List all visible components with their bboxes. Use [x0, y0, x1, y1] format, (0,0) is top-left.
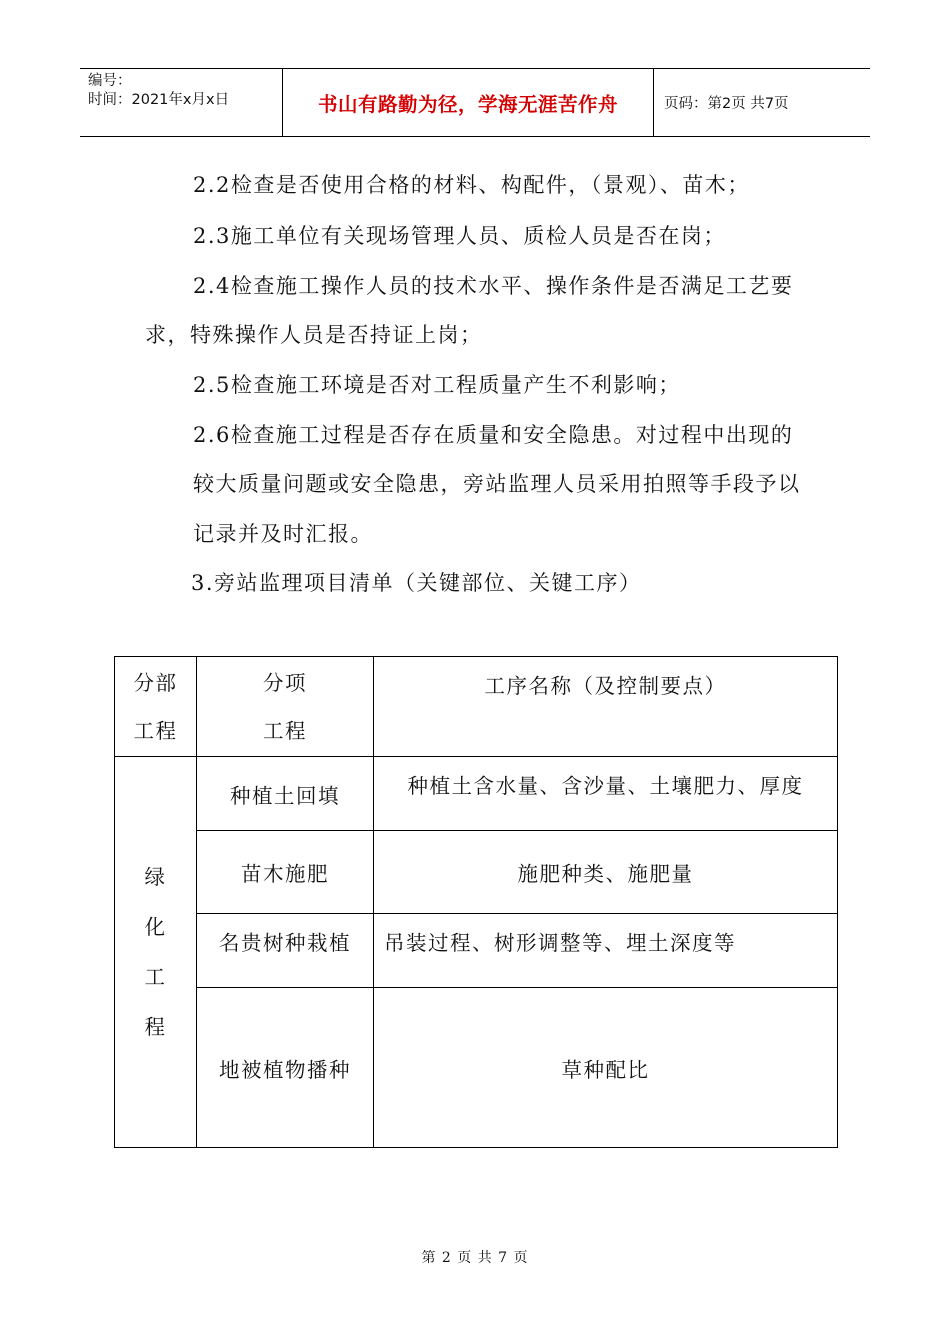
header-subitem-line2: 工程 — [263, 718, 307, 743]
subitem-cell: 种植土回填 — [197, 757, 374, 831]
table-row — [115, 831, 838, 914]
header-process: 工序名称（及控制要点） — [374, 657, 838, 757]
paragraph-2-5: 2.5检查施工环境是否对工程质量产生不利影响； — [193, 373, 681, 397]
paragraph-2-6-line2: 较大质量问题或安全隐患，旁站监理人员采用拍照等手段予以 — [193, 472, 801, 496]
division-char: 程 — [144, 1015, 167, 1039]
supervision-items-table — [114, 656, 838, 1148]
table-header-row — [115, 657, 838, 757]
page-header — [80, 68, 870, 137]
paragraph-2-4-line2: 求，特殊操作人员是否持证上岗； — [145, 323, 483, 347]
subitem-cell: 名贵树种栽植 — [197, 914, 374, 988]
header-motto: 书山有路勤为径，学海无涯苦作舟 — [283, 69, 654, 136]
header-division-line2: 工程 — [133, 718, 178, 743]
table-row — [115, 757, 838, 831]
table-row — [115, 988, 838, 1148]
page-footer: 第 2 页 共 7 页 — [421, 1250, 529, 1266]
process-cell: 施肥种类、施肥量 — [374, 831, 838, 914]
process-cell: 草种配比 — [374, 988, 838, 1148]
paragraph-2-4-line1: 2.4检查施工操作人员的技术水平、操作条件是否满足工艺要 — [193, 274, 794, 298]
section-3-heading: 3.旁站监理项目清单（关键部位、关键工序） — [191, 571, 642, 595]
division-char: 绿 — [144, 865, 167, 889]
paragraph-2-6-line3: 记录并及时汇报。 — [193, 522, 373, 546]
division-char: 工 — [144, 965, 167, 989]
header-subitem — [197, 657, 374, 757]
process-cell: 种植土含水量、含沙量、土壤肥力、厚度 — [374, 757, 838, 831]
header-division — [115, 657, 197, 757]
process-cell: 吊装过程、树形调整等、埋土深度等 — [374, 914, 838, 988]
paragraph-2-6-line1: 2.6检查施工过程是否存在质量和安全隐患。对过程中出现的 — [193, 423, 794, 447]
division-char: 化 — [144, 915, 167, 939]
header-meta — [80, 69, 283, 136]
header-number-label: 编号： — [88, 73, 132, 89]
header-subitem-line1: 分项 — [263, 670, 307, 695]
paragraph-2-2: 2.2检查是否使用合格的材料、构配件，（景观）、苗木； — [193, 173, 750, 197]
header-time-label: 时间：2021年x月x日 — [88, 92, 230, 108]
paragraph-2-3: 2.3施工单位有关现场管理人员、质检人员是否在岗； — [193, 224, 726, 248]
subitem-cell: 地被植物播种 — [197, 988, 374, 1148]
division-cell — [115, 757, 197, 1148]
header-division-line1: 分部 — [133, 670, 178, 695]
table-row — [115, 914, 838, 988]
subitem-cell: 苗木施肥 — [197, 831, 374, 914]
header-page-info: 页码：第2页 共7页 — [664, 96, 789, 112]
